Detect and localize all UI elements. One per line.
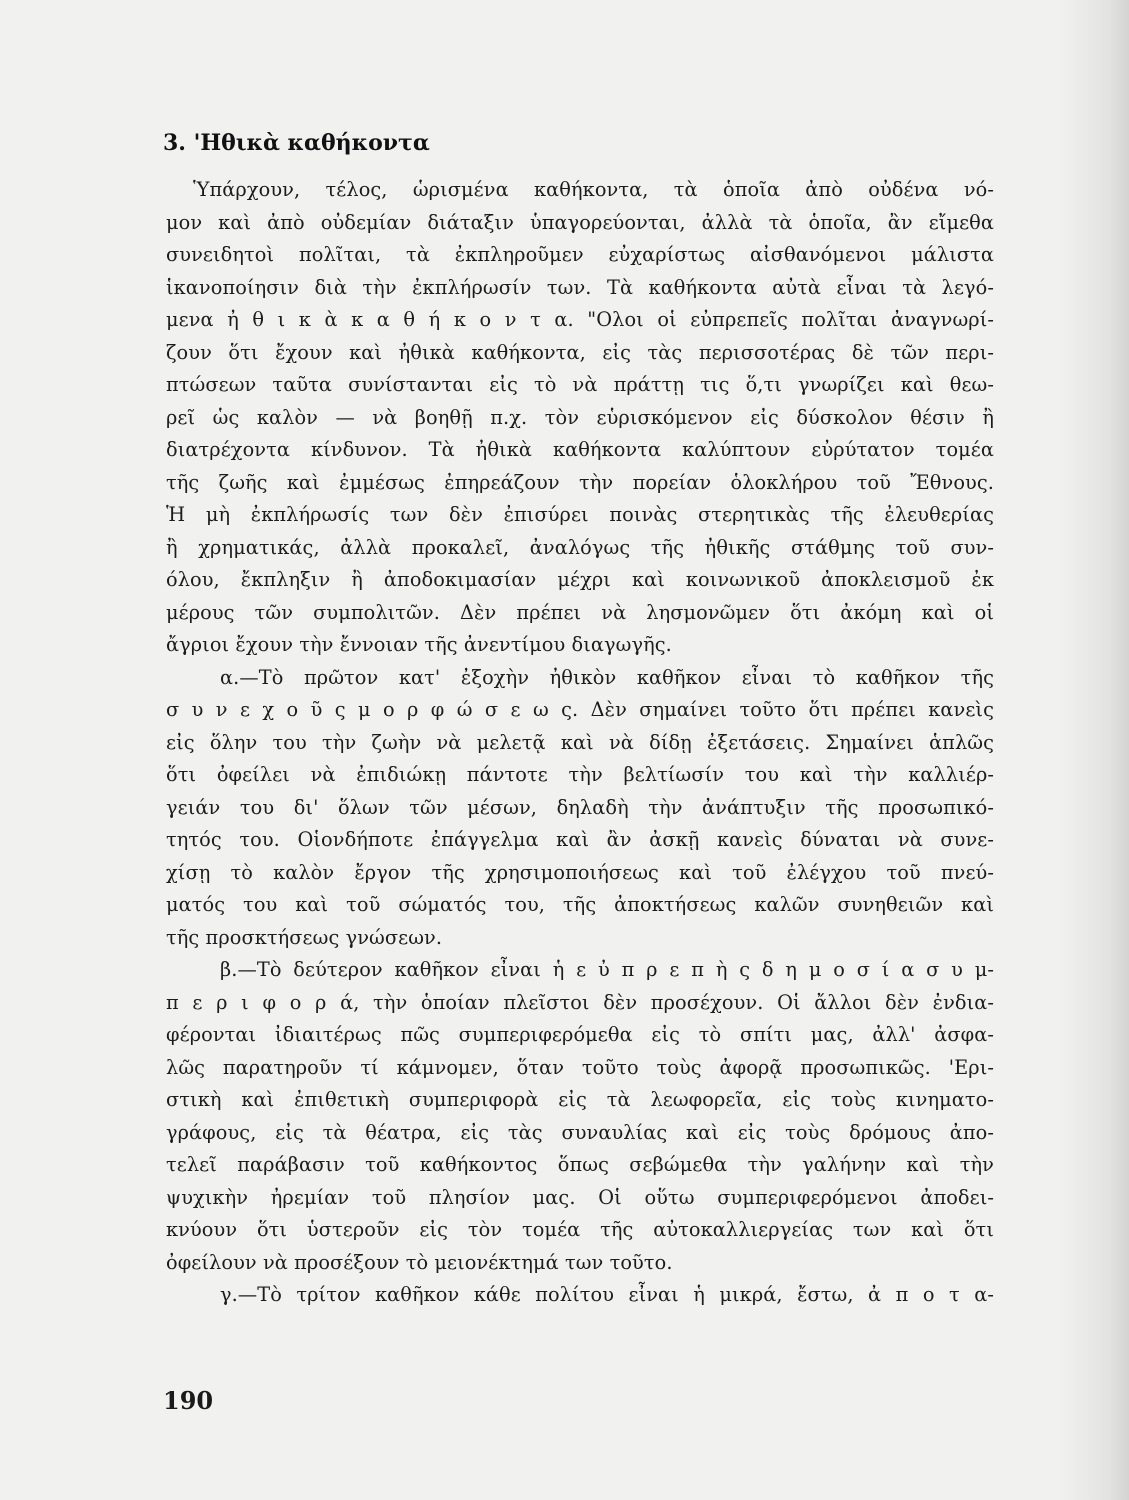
text-line: ὀφείλουν νὰ προσέξουν τὸ μειονέκτημά των τοῦτο. — [166, 1250, 673, 1274]
text-line: πτώσεων ταῦτα συνίστανται εἰς τὸ νὰ πράττῃ τις ὅ,τι γνωρίζει καὶ θεω- — [166, 373, 994, 396]
text-line: όλου, ἔκπληξιν ἢ ἀποδοκιμασίαν μέχρι καὶ κοινωνικοῦ ἀποκλεισμοῦ ἐκ — [166, 568, 994, 591]
text-line: τελεῖ παράβασιν τοῦ καθήκοντος ὅπως σεβώμεθα τὴν γαλήνην καὶ τὴν — [166, 1153, 994, 1176]
binding-shadow — [1059, 0, 1129, 1500]
text-line: στικὴ καὶ ἐπιθετικὴ συμπεριφορὰ εἰς τὰ λεωφορεῖα, εἰς τοὺς κινηματο- — [166, 1088, 994, 1111]
text-line: ρεῖ ὡς καλὸν — νὰ βοηθῇ π.χ. τὸν εὑρισκόμενον εἰς δύσκολον θέσιν ἢ — [166, 405, 994, 429]
text-line: ζουν ὅτι ἔχουν καὶ ἠθικὰ καθήκοντα, εἰς τὰς περισσοτέρας δὲ τῶν περι- — [166, 340, 994, 364]
text-line: ματός του καὶ τοῦ σώματός του, τῆς ἀποκτήσεως καλῶν συνηθειῶν καὶ — [166, 893, 994, 916]
text-line: μέρους τῶν συμπολιτῶν. Δὲν πρέπει νὰ λησμονῶμεν ὅτι ἀκόμη καὶ οἱ — [166, 600, 994, 624]
text-line: λῶς παρατηροῦν τί κάμνομεν, ὅταν τοῦτο τοὺς ἀφορᾷ προσωπικῶς. 'Ερι- — [166, 1055, 994, 1079]
text-line: ἄγριοι ἔχουν τὴν ἔννοιαν τῆς ἀνεντίμου διαγωγῆς. — [166, 633, 672, 656]
text-line: τητός του. Οἱονδήποτε ἐπάγγελμα καὶ ἂν ἀσκῇ κανεὶς δύναται νὰ συνε- — [166, 828, 994, 851]
text-line: σ υ ν ε χ ο ῦ ς μ ο ρ φ ώ σ ε ω ς. Δὲν σημαίνει τοῦτο ὅτι πρέπει κανεὶς — [166, 698, 994, 721]
text-line: γειάν του δι' ὅλων τῶν μέσων, δηλαδὴ τὴν ἀνάπτυξιν τῆς προσωπικό- — [166, 795, 994, 819]
text-line: γ.—Τὸ τρίτον καθῆκον κάθε πολίτου εἶναι ἡ μικρά, ἔστω, ἀ π ο τ α- — [220, 1283, 994, 1306]
page-number: 190 — [163, 1386, 214, 1415]
text-line: μον καὶ ἀπὸ οὐδεμίαν διάταξιν ὑπαγορεύονται, ἀλλὰ τὰ ὁποῖα, ἂν εἴμεθα — [166, 210, 994, 234]
text-line: Ὑπάρχουν, τέλος, ὡρισμένα καθήκοντα, τὰ ὁποῖα ἀπὸ οὐδένα νό- — [193, 178, 994, 201]
text-line: κνύουν ὅτι ὑστεροῦν εἰς τὸν τομέα τῆς αὐτοκαλλιεργείας των καὶ ὅτι — [166, 1218, 994, 1241]
text-line: μενα ἠ θ ι κ ὰ κ α θ ή κ ο ν τ α. "Ολοι οἱ εὐπρεπεῖς πολῖται ἀναγνωρί- — [166, 308, 994, 331]
text-line: διατρέχοντα κίνδυνον. Τὰ ἠθικὰ καθήκοντα καλύπτουν εὐρύτατον τομέα — [166, 438, 994, 461]
section-heading: 3. 'Ηθικὰ καθήκοντα — [163, 130, 430, 156]
text-line: γράφους, εἰς τὰ θέατρα, εἰς τὰς συναυλίας καὶ εἰς τοὺς δρόμους ἀπο- — [166, 1120, 994, 1144]
text-line: ὅτι ὀφείλει νὰ ἐπιδιώκῃ πάντοτε τὴν βελτίωσίν του καὶ τὴν καλλιέρ- — [166, 763, 994, 786]
text-line: τῆς ζωῆς καὶ ἐμμέσως ἐπηρεάζουν τὴν πορείαν ὁλοκλήρου τοῦ Ἔθνους. — [166, 470, 994, 494]
text-line: ἱκανοποίησιν διὰ τὴν ἐκπλήρωσίν των. Τὰ καθήκοντα αὐτὰ εἶναι τὰ λεγό- — [166, 275, 994, 299]
text-line: α.—Τὸ πρῶτον κατ' ἐξοχὴν ἠθικὸν καθῆκον εἶναι τὸ καθῆκον τῆς — [220, 665, 994, 689]
text-line: ψυχικὴν ἠρεμίαν τοῦ πλησίον μας. Οἱ οὕτω συμπεριφερόμενοι ἀποδει- — [166, 1185, 994, 1209]
text-line: συνειδητοὶ πολῖται, τὰ ἐκπληροῦμεν εὐχαρίστως αἰσθανόμενοι μάλιστα — [166, 243, 994, 266]
text-line: εἰς ὅλην του τὴν ζωὴν νὰ μελετᾷ καὶ νὰ δίδῃ ἐξετάσεις. Σημαίνει ἁπλῶς — [166, 730, 994, 754]
text-line: τῆς προσκτήσεως γνώσεων. — [166, 925, 443, 949]
text-line: χίσῃ τὸ καλὸν ἔργον τῆς χρησιμοποιήσεως καὶ τοῦ ἐλέγχου τοῦ πνεύ- — [166, 860, 994, 884]
text-line: β.—Τὸ δεύτερον καθῆκον εἶναι ἡ ε ὐ π ρ ε π ὴ ς δ η μ ο σ ί α σ υ μ- — [220, 958, 994, 981]
text-line: Ἡ μὴ ἐκπλήρωσίς των δὲν ἐπισύρει ποινὰς στερητικὰς τῆς ἐλευθερίας — [166, 503, 994, 526]
body-text — [166, 174, 994, 1312]
text-line: π ε ρ ι φ ο ρ ά, τὴν ὁποίαν πλεῖστοι δὲν προσέχουν. Οἱ ἄλλοι δὲν ἐνδια- — [166, 990, 994, 1014]
text-line: ἢ χρηματικάς, ἀλλὰ προκαλεῖ, ἀναλόγως τῆς ἠθικῆς στάθμης τοῦ συν- — [166, 535, 994, 559]
text-line: φέρονται ἰδιαιτέρως πῶς συμπεριφερόμεθα εἰς τὸ σπίτι μας, ἀλλ' ἀσφα- — [166, 1023, 994, 1046]
